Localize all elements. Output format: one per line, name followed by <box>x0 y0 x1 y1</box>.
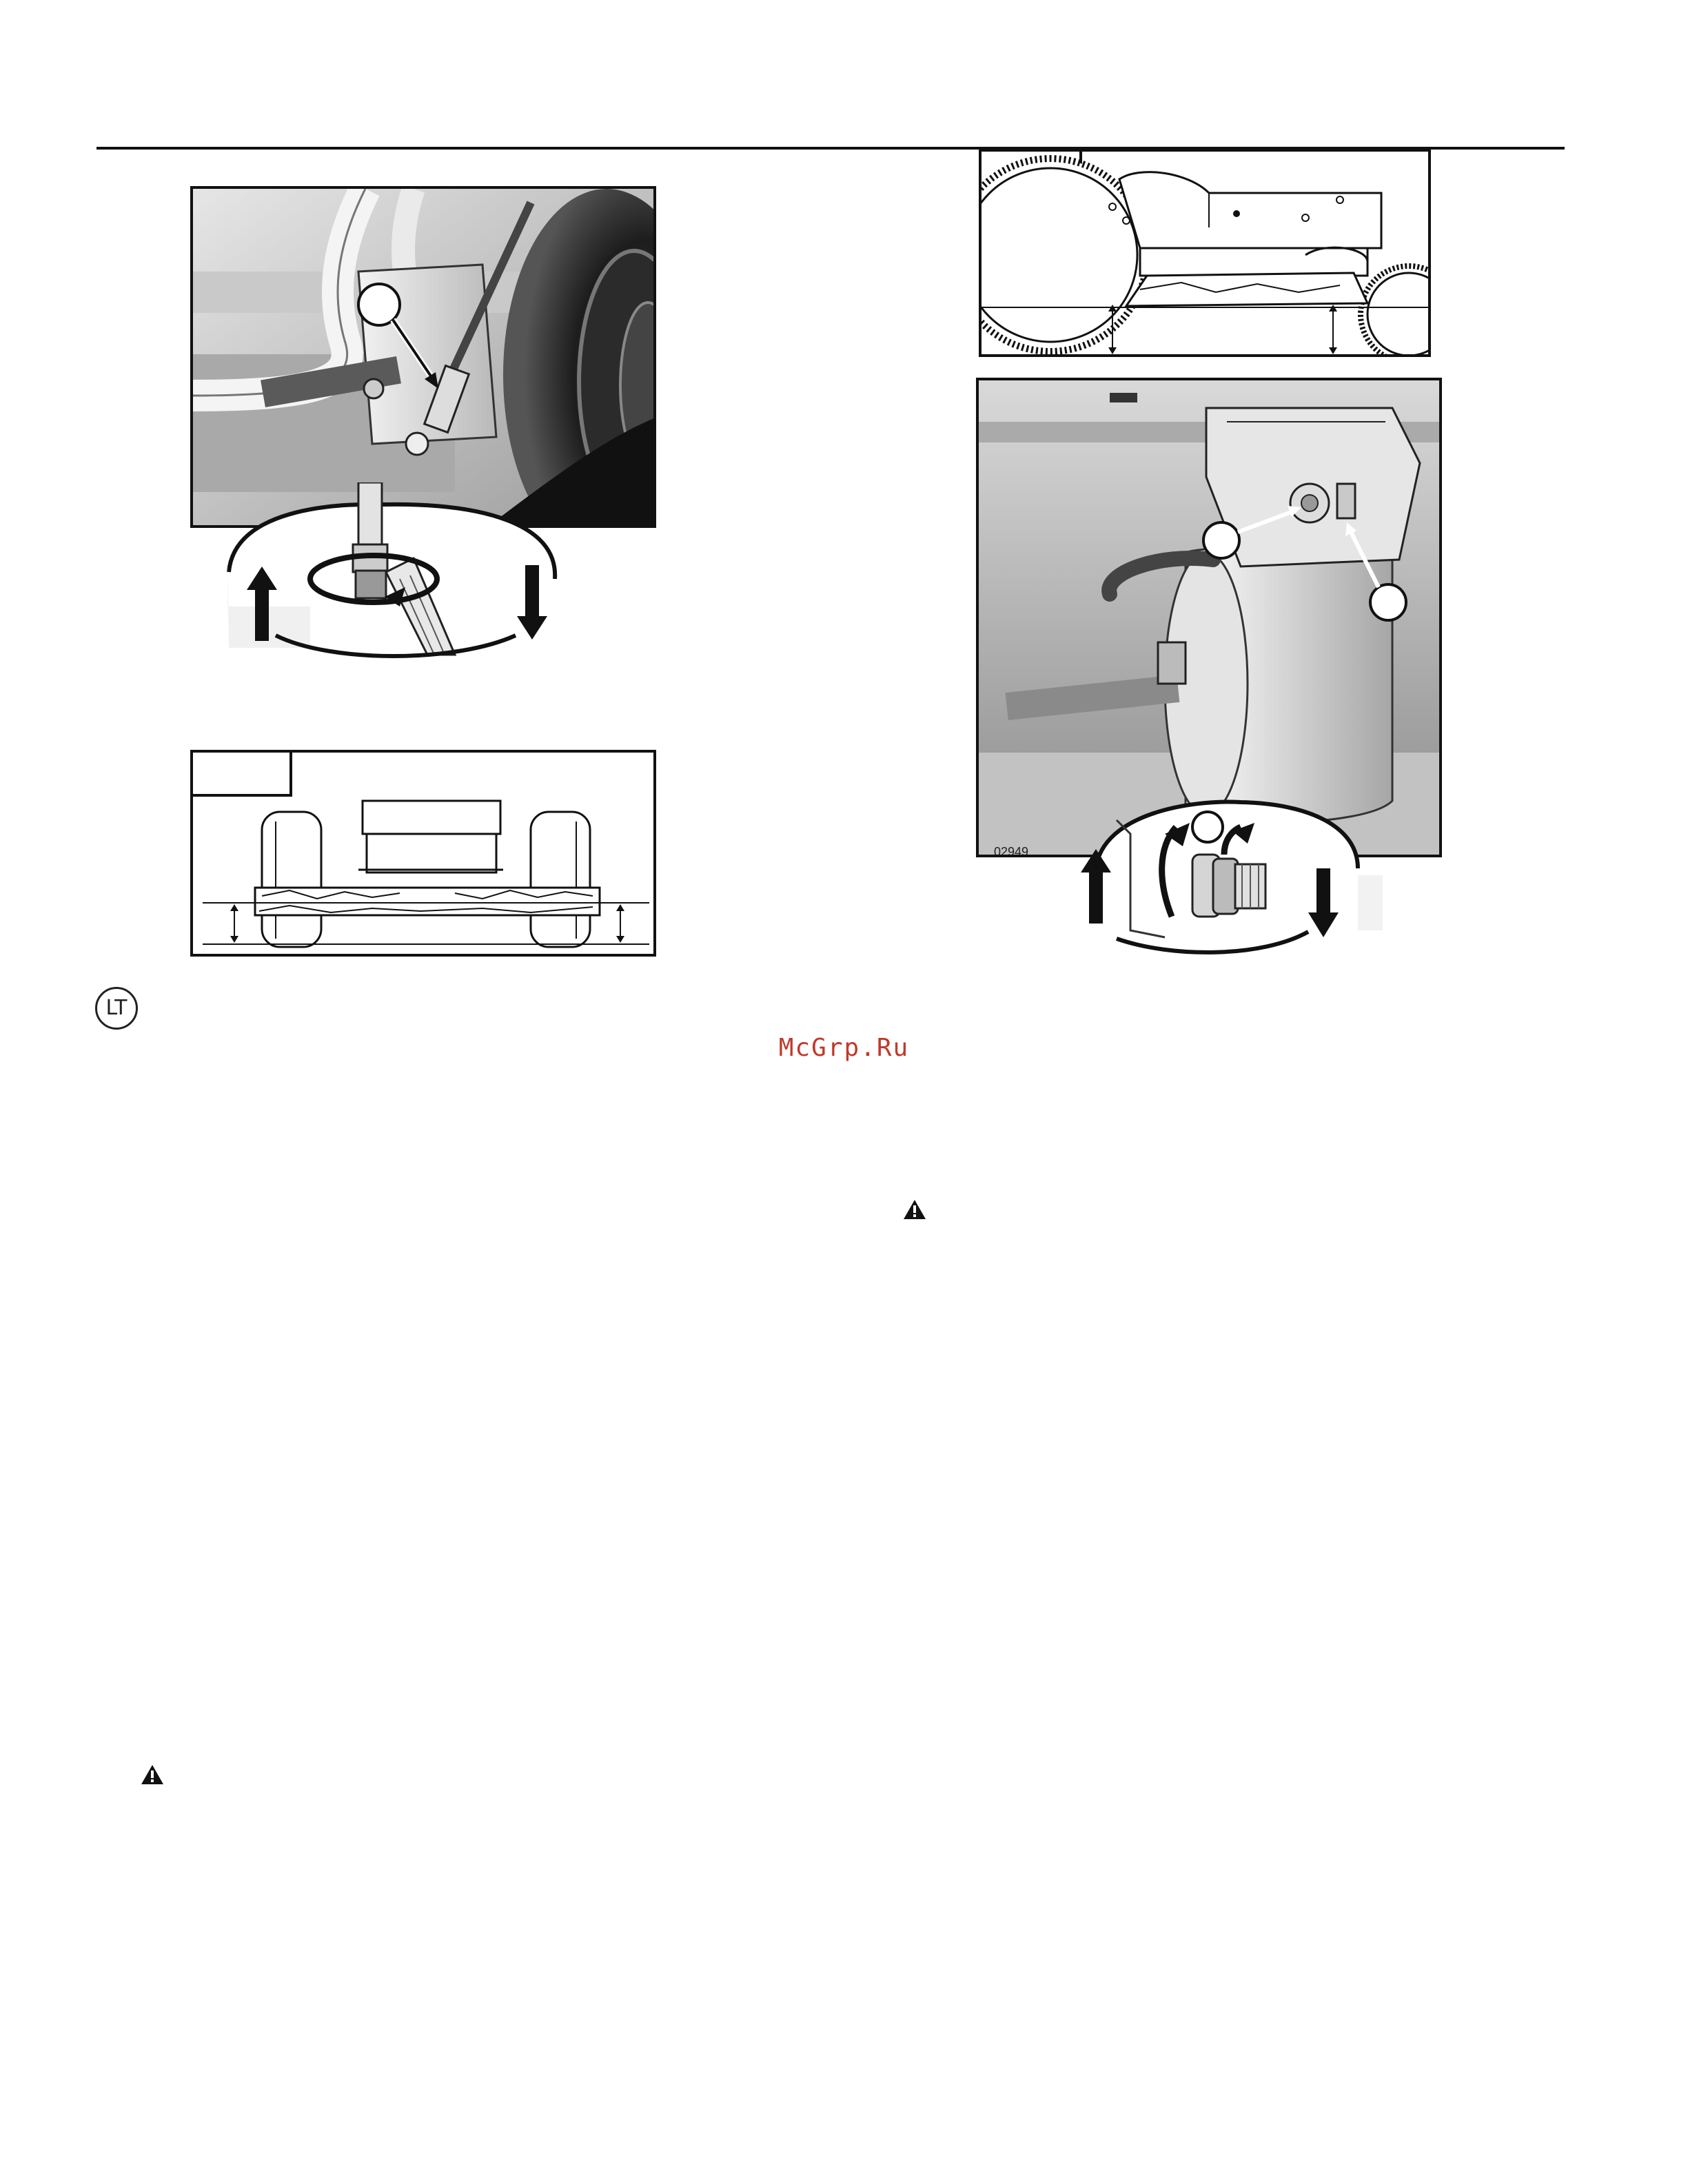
deck-front-view-drawing <box>193 753 656 957</box>
warning-triangle-icon <box>141 1764 164 1785</box>
deck-side-view-drawing <box>982 152 1431 357</box>
callout-circle-1 <box>1203 522 1239 558</box>
figure-deck-side-view <box>979 149 1431 357</box>
callout-circle <box>358 284 400 325</box>
figure-reference-code: 02949 <box>994 845 1029 859</box>
nut-adjustment-zoom-bubble <box>1055 793 1399 958</box>
figure-deck-front-view <box>190 750 656 957</box>
watermark: McGrp.Ru <box>778 1034 910 1062</box>
front-adjustment-illustration <box>979 380 1442 857</box>
adjustment-zoom-bubble <box>193 482 579 669</box>
callout-circle-2 <box>1370 584 1406 620</box>
language-badge: LT <box>95 987 138 1030</box>
figure-front-adjustment-photo <box>976 378 1442 857</box>
warning-triangle-icon <box>903 1199 926 1220</box>
lift-link-illustration <box>193 189 656 528</box>
figure-lift-link-photo <box>190 186 656 528</box>
